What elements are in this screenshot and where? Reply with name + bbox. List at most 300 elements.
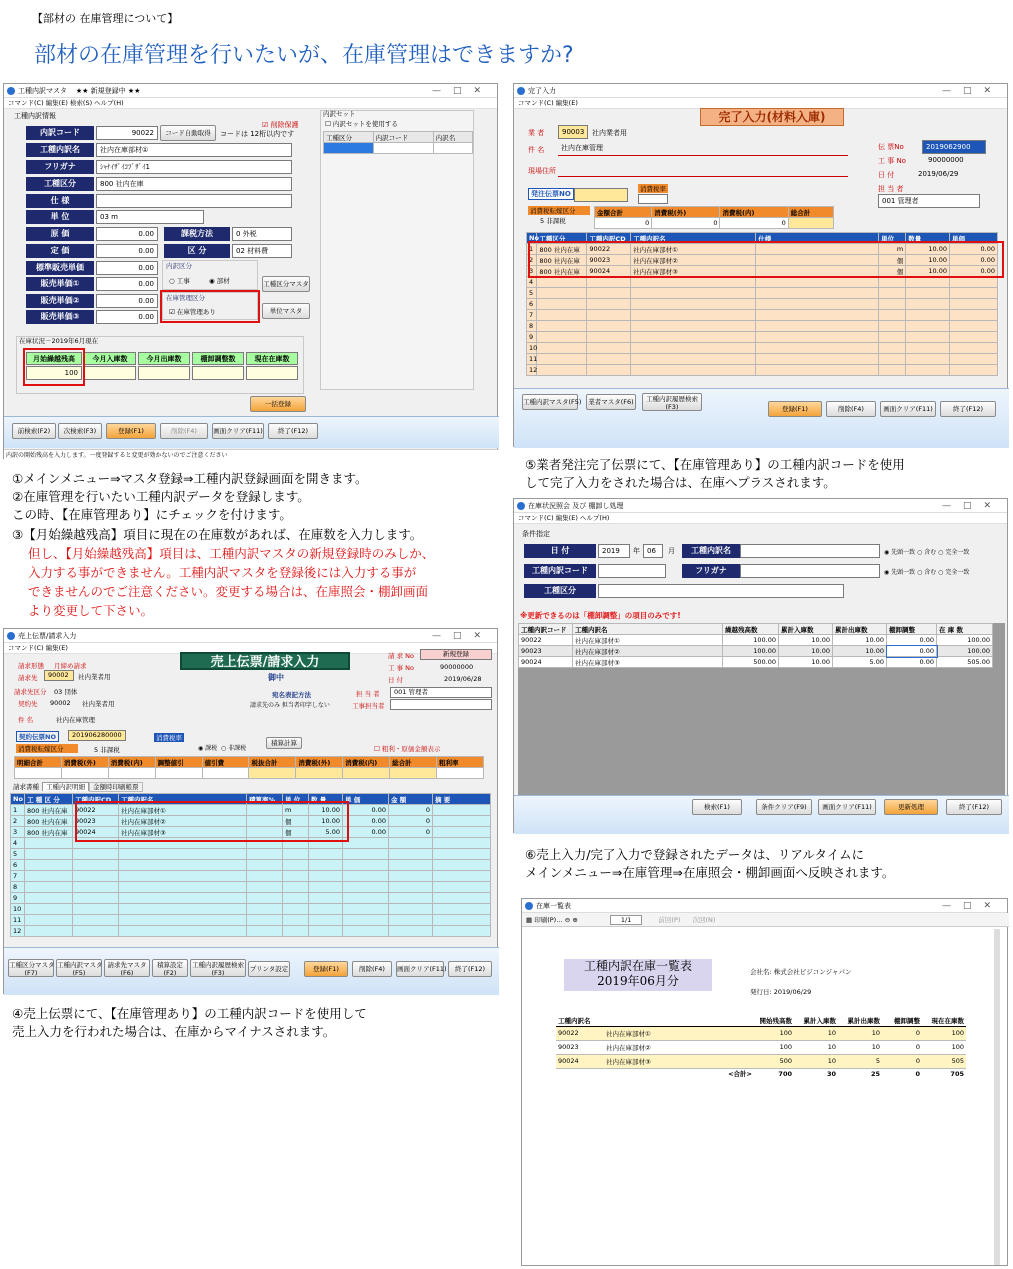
profit-check[interactable]: ☐ 粗利・原価金額表示 <box>374 745 441 753</box>
subject-field[interactable]: 社内在庫管理 <box>558 142 848 156</box>
cell[interactable]: 0.00 <box>887 635 937 646</box>
cell[interactable] <box>119 871 247 882</box>
cell[interactable]: 0.00 <box>887 646 937 657</box>
std-price-field[interactable]: 0.00 <box>96 261 158 275</box>
search-button[interactable]: 検索(F1) <box>692 799 742 815</box>
exit-button[interactable]: 終了(F12) <box>448 961 492 977</box>
cell[interactable] <box>587 321 631 332</box>
tab-print[interactable]: 金額時印刷帳票 <box>89 782 143 792</box>
cell[interactable] <box>247 926 283 937</box>
cell[interactable]: 90023 <box>73 816 119 827</box>
cell[interactable] <box>906 343 950 354</box>
kubun-master-button[interactable]: 工種区分マスタ <box>262 276 310 292</box>
cell[interactable] <box>309 849 343 860</box>
cell[interactable]: 90023 <box>587 255 631 266</box>
cell[interactable] <box>283 926 309 937</box>
set-cell[interactable] <box>433 143 472 154</box>
cell[interactable] <box>283 860 309 871</box>
cell[interactable] <box>879 277 906 288</box>
cell[interactable]: 9 <box>527 332 537 343</box>
page-indicator[interactable]: 1/1 <box>610 915 642 925</box>
cell[interactable] <box>73 893 119 904</box>
cell[interactable] <box>587 332 631 343</box>
cell[interactable] <box>537 365 587 376</box>
cell[interactable]: 11 <box>11 915 25 926</box>
cell[interactable] <box>283 893 309 904</box>
cell[interactable]: 90022 <box>73 805 119 816</box>
register-button[interactable]: 登録(F1) <box>106 423 156 439</box>
cell[interactable] <box>879 299 906 310</box>
set-check[interactable]: ☐ 内訳セットを使用する <box>325 120 398 128</box>
cell[interactable] <box>25 893 73 904</box>
menubar[interactable]: コマンド(C) 編集(E) 検索(S) ヘルプ(H) <box>4 98 497 109</box>
cell[interactable] <box>537 310 587 321</box>
cell[interactable] <box>756 332 879 343</box>
cell[interactable] <box>587 365 631 376</box>
cell[interactable] <box>631 277 756 288</box>
cell[interactable]: 10.00 <box>309 805 343 816</box>
cell[interactable] <box>73 849 119 860</box>
cell[interactable]: 10.00 <box>906 255 950 266</box>
subject-value[interactable]: 社内在庫管理 <box>56 716 95 724</box>
cell[interactable] <box>73 860 119 871</box>
billing-master-button[interactable]: 請求先マスタ (F6) <box>104 959 150 977</box>
cell[interactable]: 社内在庫部材① <box>119 805 247 816</box>
cell[interactable]: 3 <box>11 827 25 838</box>
table-row[interactable] <box>527 310 998 321</box>
window-controls[interactable]: —□✕ <box>941 501 1003 511</box>
cell[interactable] <box>906 332 950 343</box>
stock-table[interactable] <box>518 623 993 668</box>
cell[interactable] <box>879 321 906 332</box>
cell[interactable] <box>879 332 906 343</box>
cell[interactable]: 9 <box>11 893 25 904</box>
cell[interactable] <box>25 849 73 860</box>
unit-select[interactable]: 03 m <box>96 210 204 224</box>
date-value[interactable]: 2019/06/29 <box>918 170 959 178</box>
radio-koji[interactable]: ○ 工事 <box>169 277 190 285</box>
prev-link[interactable]: 前回(P) <box>658 916 681 924</box>
cell[interactable] <box>906 354 950 365</box>
register-button[interactable]: 登録(F1) <box>768 401 822 417</box>
cell[interactable] <box>756 277 879 288</box>
cell[interactable] <box>906 299 950 310</box>
cell[interactable]: 0 <box>389 816 433 827</box>
cell[interactable] <box>309 860 343 871</box>
cell[interactable] <box>247 871 283 882</box>
cell[interactable] <box>537 343 587 354</box>
cell[interactable] <box>537 288 587 299</box>
set-cell[interactable] <box>373 143 433 154</box>
delete-button[interactable]: 削除(F4) <box>352 961 392 977</box>
cell[interactable] <box>283 904 309 915</box>
kubun-select[interactable] <box>598 584 844 598</box>
cell[interactable] <box>343 871 389 882</box>
cell[interactable] <box>537 299 587 310</box>
price-field[interactable]: 0.00 <box>96 244 158 258</box>
cell[interactable] <box>433 860 491 871</box>
cell[interactable] <box>433 904 491 915</box>
table-row[interactable] <box>527 332 998 343</box>
delete-protect-check[interactable]: ☑ 削除保護 <box>262 121 299 129</box>
cell[interactable]: 個 <box>283 816 309 827</box>
update-button[interactable]: 更新処理 <box>884 799 938 815</box>
spec-field[interactable] <box>96 194 292 208</box>
kouji-staff-select[interactable] <box>390 699 492 710</box>
exit-button[interactable]: 終了(F12) <box>268 423 318 439</box>
cell[interactable] <box>631 332 756 343</box>
cell[interactable]: 8 <box>527 321 537 332</box>
cell[interactable] <box>949 332 997 343</box>
cell[interactable] <box>343 926 389 937</box>
cell[interactable] <box>587 277 631 288</box>
cell[interactable]: 0 <box>389 827 433 838</box>
cell[interactable] <box>756 288 879 299</box>
next-link[interactable]: 次回(N) <box>692 916 716 924</box>
cell[interactable] <box>756 321 879 332</box>
cell[interactable]: 6 <box>527 299 537 310</box>
cell[interactable] <box>433 849 491 860</box>
cell[interactable]: 90024 <box>587 266 631 277</box>
unit-master-button[interactable]: 単位マスタ <box>262 303 310 319</box>
cell[interactable] <box>343 838 389 849</box>
cell[interactable] <box>949 321 997 332</box>
staff-select[interactable]: 001 管理者 <box>390 687 492 698</box>
table-row[interactable] <box>519 635 993 646</box>
cell[interactable]: 6 <box>11 860 25 871</box>
cell[interactable] <box>119 849 247 860</box>
cell[interactable]: 7 <box>527 310 537 321</box>
cell[interactable]: 0.00 <box>343 827 389 838</box>
tax-opts[interactable]: ◉ 課税 ○ 非課税 <box>198 745 247 752</box>
kubun2-select[interactable]: 02 材料費 <box>232 244 292 258</box>
code-field[interactable]: 90022 <box>96 126 158 140</box>
table-row[interactable] <box>527 365 998 376</box>
menubar[interactable]: コマンド(C) 編集(E) <box>4 643 497 654</box>
delete-button[interactable]: 削除(F4) <box>826 401 876 417</box>
cond-clear-button[interactable]: 条件クリア(F9) <box>756 799 812 815</box>
cell[interactable] <box>343 904 389 915</box>
cell[interactable] <box>343 893 389 904</box>
cell[interactable] <box>906 288 950 299</box>
set-row-selected[interactable] <box>324 143 374 154</box>
cell[interactable]: 800 社内在庫 <box>537 244 587 255</box>
cell[interactable]: 800 社内在庫 <box>25 816 73 827</box>
name-match-opts[interactable]: ◉ 先頭一致 ○ 含む ○ 完全一致 <box>884 549 970 556</box>
cell[interactable]: 2 <box>11 816 25 827</box>
contract-code[interactable]: 90002 <box>50 699 71 707</box>
cell[interactable] <box>25 860 73 871</box>
kubun-select[interactable]: 800 社内在庫 <box>96 177 292 191</box>
cell[interactable]: 0.00 <box>949 266 997 277</box>
cell[interactable] <box>587 299 631 310</box>
cell[interactable]: 社内在庫部材② <box>631 255 756 266</box>
exit-button[interactable]: 終了(F12) <box>946 799 1002 815</box>
cell[interactable]: 個 <box>879 266 906 277</box>
cell[interactable]: 800 社内在庫 <box>537 266 587 277</box>
cost-field[interactable]: 0.00 <box>96 227 158 241</box>
screen-clear-button[interactable]: 画面クリア(F11) <box>818 799 876 815</box>
tax-select[interactable]: 0 外税 <box>232 227 292 241</box>
contract-no-field[interactable]: 201906280000 <box>68 730 126 741</box>
cell[interactable] <box>389 838 433 849</box>
bulk-register-button[interactable]: 一括登録 <box>250 396 306 412</box>
cell[interactable] <box>879 288 906 299</box>
cell[interactable] <box>389 882 433 893</box>
cell[interactable] <box>119 860 247 871</box>
calc-button[interactable]: 積算計算 <box>266 737 302 749</box>
kana-field[interactable]: ｼｬﾅｲｻﾞｲｺﾌﾞｻﾞｲ1 <box>96 160 292 174</box>
cell[interactable]: 90022 <box>587 244 631 255</box>
vendor-code[interactable]: 90003 <box>558 125 588 139</box>
table-row[interactable] <box>519 646 993 657</box>
cell[interactable]: 5.00 <box>309 827 343 838</box>
cell[interactable] <box>756 365 879 376</box>
cell[interactable] <box>433 926 491 937</box>
history-button[interactable]: 工種内訳履歴検索 (F3) <box>192 961 244 977</box>
cell[interactable] <box>537 354 587 365</box>
menubar[interactable]: コマンド(C) 編集(E) ヘルプ(H) <box>514 513 1007 524</box>
order-no-field[interactable] <box>574 188 628 202</box>
cell[interactable] <box>25 915 73 926</box>
cell[interactable]: 社内在庫部材① <box>631 244 756 255</box>
cell[interactable] <box>879 365 906 376</box>
register-button[interactable]: 登録(F1) <box>304 961 348 977</box>
cell[interactable]: 10.00 <box>906 266 950 277</box>
cell[interactable]: 11 <box>527 354 537 365</box>
cell[interactable] <box>433 827 491 838</box>
cell[interactable]: m <box>283 805 309 816</box>
kana-field[interactable] <box>740 564 880 578</box>
cell[interactable]: 4 <box>527 277 537 288</box>
cell[interactable] <box>906 365 950 376</box>
table-row[interactable] <box>527 277 998 288</box>
cell[interactable] <box>587 288 631 299</box>
cell[interactable] <box>433 915 491 926</box>
cell[interactable] <box>73 926 119 937</box>
cell[interactable] <box>631 343 756 354</box>
cell[interactable] <box>906 277 950 288</box>
cell[interactable]: 社内在庫部材② <box>119 816 247 827</box>
cell[interactable] <box>283 915 309 926</box>
cell[interactable] <box>949 299 997 310</box>
table-row[interactable] <box>11 915 491 926</box>
cell[interactable] <box>433 816 491 827</box>
table-row[interactable] <box>527 288 998 299</box>
cell[interactable] <box>949 277 997 288</box>
printer-button[interactable]: プリンタ設定 <box>248 961 290 977</box>
cell[interactable] <box>537 277 587 288</box>
clear-button[interactable]: 画面クリア(F11) <box>396 961 444 977</box>
cell[interactable]: 12 <box>527 365 537 376</box>
cell[interactable] <box>433 871 491 882</box>
cell[interactable] <box>756 310 879 321</box>
stock-first-field[interactable]: 100 <box>26 366 82 380</box>
cell[interactable] <box>949 288 997 299</box>
sell1-field[interactable]: 0.00 <box>96 277 158 291</box>
cell[interactable] <box>309 882 343 893</box>
zoom-out-icon[interactable]: ⊖ <box>564 916 571 924</box>
site-field[interactable] <box>558 163 848 177</box>
cell[interactable] <box>949 310 997 321</box>
kubun-master-button[interactable]: 工種区分マスタ (F7) <box>9 961 55 977</box>
cell[interactable] <box>631 365 756 376</box>
cell[interactable] <box>247 893 283 904</box>
history-button[interactable]: 工種内訳履歴検索 (F3) <box>642 393 702 411</box>
cell[interactable] <box>433 838 491 849</box>
window-controls[interactable]: —□✕ <box>941 86 1003 96</box>
cell[interactable]: 7 <box>11 871 25 882</box>
month-field[interactable]: 06 <box>643 544 663 558</box>
cell[interactable] <box>879 310 906 321</box>
print-button[interactable]: 印刷(P)… <box>534 916 563 924</box>
cell[interactable] <box>25 838 73 849</box>
cell[interactable] <box>389 860 433 871</box>
honor-value[interactable]: 請求先のみ 担当者印字しない <box>250 702 330 709</box>
table-row[interactable] <box>11 882 491 893</box>
cell[interactable] <box>247 882 283 893</box>
cell[interactable]: 8 <box>11 882 25 893</box>
cell[interactable] <box>247 849 283 860</box>
cell[interactable] <box>433 805 491 816</box>
cell[interactable] <box>343 860 389 871</box>
cell[interactable]: 2 <box>527 255 537 266</box>
table-row[interactable] <box>11 849 491 860</box>
cell[interactable]: 個 <box>879 255 906 266</box>
cell[interactable]: 90024 <box>73 827 119 838</box>
kosyu-master-button[interactable]: 工種内訳マスタ (F5) <box>57 961 103 977</box>
cell[interactable] <box>389 849 433 860</box>
delete-button[interactable]: 削除(F4) <box>160 423 208 439</box>
cell[interactable]: 1 <box>11 805 25 816</box>
cell[interactable]: 0.00 <box>887 657 937 668</box>
cell[interactable] <box>949 354 997 365</box>
cell[interactable] <box>389 915 433 926</box>
sell3-field[interactable]: 0.00 <box>96 310 158 324</box>
billing-to-code[interactable]: 90002 <box>44 670 74 681</box>
cell[interactable] <box>537 332 587 343</box>
cell[interactable] <box>631 299 756 310</box>
cell[interactable] <box>119 904 247 915</box>
cell[interactable] <box>587 343 631 354</box>
cell[interactable] <box>879 354 906 365</box>
table-row[interactable] <box>11 860 491 871</box>
cell[interactable]: 1 <box>527 244 537 255</box>
cell[interactable] <box>537 321 587 332</box>
table-row[interactable] <box>11 893 491 904</box>
cell[interactable]: 社内在庫部材③ <box>119 827 247 838</box>
cell[interactable] <box>73 904 119 915</box>
next-search-button[interactable]: 次検索(F3) <box>58 423 102 439</box>
cell[interactable] <box>119 915 247 926</box>
clear-button[interactable]: 画面クリア(F11) <box>212 423 264 439</box>
cell[interactable]: 800 社内在庫 <box>25 805 73 816</box>
date-value[interactable]: 2019/06/28 <box>444 675 482 683</box>
cell[interactable] <box>879 343 906 354</box>
cell[interactable] <box>756 354 879 365</box>
vendor-master-button[interactable]: 業者マスタ(F6) <box>586 394 636 410</box>
table-row[interactable] <box>527 343 998 354</box>
cell[interactable] <box>343 849 389 860</box>
tab-invoice[interactable]: 請求書種 <box>13 783 39 791</box>
cell[interactable] <box>309 893 343 904</box>
cell[interactable]: 10.00 <box>309 816 343 827</box>
cell[interactable] <box>343 915 389 926</box>
year-field[interactable]: 2019 <box>598 544 630 558</box>
cell[interactable]: 10.00 <box>906 244 950 255</box>
cell[interactable]: 800 社内在庫 <box>25 827 73 838</box>
cell[interactable] <box>309 904 343 915</box>
cell[interactable] <box>389 893 433 904</box>
cell[interactable]: 10 <box>527 343 537 354</box>
prev-search-button[interactable]: 前検索(F2) <box>12 423 56 439</box>
table-row[interactable] <box>11 871 491 882</box>
cell[interactable]: 5 <box>527 288 537 299</box>
cell[interactable] <box>309 915 343 926</box>
cell[interactable] <box>343 882 389 893</box>
clear-button[interactable]: 画面クリア(F11) <box>880 401 936 417</box>
cell[interactable]: 12 <box>11 926 25 937</box>
table-row[interactable] <box>527 299 998 310</box>
cell[interactable] <box>25 904 73 915</box>
cell[interactable] <box>587 354 631 365</box>
table-row[interactable] <box>519 657 993 668</box>
cell[interactable] <box>756 299 879 310</box>
cell[interactable]: 0 <box>389 805 433 816</box>
cell[interactable] <box>756 343 879 354</box>
cell[interactable] <box>631 354 756 365</box>
sell2-field[interactable]: 0.00 <box>96 294 158 308</box>
exit-button[interactable]: 終了(F12) <box>940 401 996 417</box>
tax-div-value[interactable]: 5 非課税 <box>540 217 566 225</box>
cell[interactable] <box>949 343 997 354</box>
print-icon[interactable]: ▦ <box>526 916 535 924</box>
cell[interactable] <box>119 926 247 937</box>
cell[interactable] <box>247 904 283 915</box>
cell[interactable] <box>247 860 283 871</box>
zoom-in-icon[interactable]: ⊕ <box>570 916 578 924</box>
cell[interactable] <box>283 882 309 893</box>
cell[interactable] <box>283 849 309 860</box>
name-field[interactable]: 社内在庫部材① <box>96 143 292 157</box>
code-auto-button[interactable]: コード自動取得 <box>160 125 216 141</box>
menubar[interactable]: コマンド(C) 編集(E) <box>514 98 1007 109</box>
cell[interactable]: 個 <box>283 827 309 838</box>
kosyu-master-button[interactable]: 工種内訳マスタ(F5) <box>522 394 578 410</box>
cell[interactable] <box>433 893 491 904</box>
cell[interactable] <box>906 310 950 321</box>
tax-div-value[interactable]: 5 非課税 <box>94 746 120 754</box>
cell[interactable] <box>309 871 343 882</box>
stock-check[interactable]: ☑ 在庫管理あり <box>169 308 216 316</box>
cell[interactable] <box>389 871 433 882</box>
cell[interactable] <box>906 321 950 332</box>
window-controls[interactable]: —□✕ <box>941 901 1003 911</box>
tab-items[interactable]: 工種内訳明細 <box>42 782 89 791</box>
cell[interactable] <box>25 882 73 893</box>
billing-div-value[interactable]: 03 団体 <box>54 688 78 696</box>
cell[interactable] <box>433 882 491 893</box>
cell[interactable]: 3 <box>527 266 537 277</box>
cell[interactable] <box>389 904 433 915</box>
cell[interactable] <box>631 310 756 321</box>
cell[interactable]: 0.00 <box>343 805 389 816</box>
table-row[interactable] <box>527 354 998 365</box>
cell[interactable] <box>25 926 73 937</box>
cell[interactable] <box>25 871 73 882</box>
cell[interactable]: 社内在庫部材③ <box>631 266 756 277</box>
cell[interactable]: 5 <box>11 849 25 860</box>
